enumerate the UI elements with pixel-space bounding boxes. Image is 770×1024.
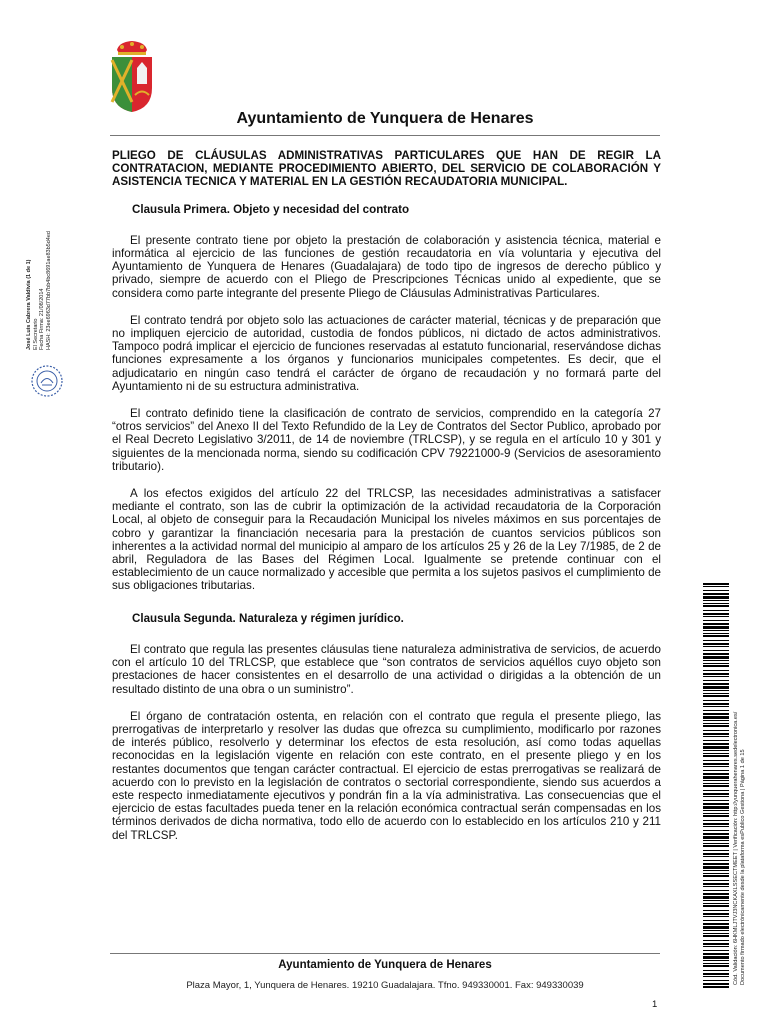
barcode-bar [703, 706, 729, 707]
barcode-bar [703, 640, 729, 641]
barcode-bar [703, 753, 729, 754]
barcode-bar [703, 956, 729, 959]
barcode-bar [703, 796, 729, 797]
barcode-bar [703, 963, 729, 964]
barcode-bar [703, 853, 729, 855]
barcode-bar [703, 926, 729, 929]
barcode-bar [703, 686, 729, 689]
barcode-bar [703, 976, 729, 977]
barcode-bar [703, 840, 729, 841]
barcode-bar [703, 863, 729, 865]
barcode-bar [703, 593, 729, 595]
barcode-bar [703, 836, 729, 839]
barcode-bar [703, 770, 729, 771]
barcode-bar [703, 755, 729, 757]
barcode-bar [703, 763, 729, 765]
barcode-bar [703, 780, 729, 781]
barcode-bar [703, 923, 729, 925]
barcode-bar [703, 950, 729, 951]
barcode-bar [703, 880, 729, 881]
barcode-bar [703, 713, 729, 715]
barcode-bar [703, 960, 729, 961]
barcode-bar [703, 933, 729, 934]
clause-1-heading: Clausula Primera. Objeto y necesidad del contrato [132, 202, 410, 216]
barcode-bar [703, 883, 729, 885]
barcode-bar [703, 710, 729, 711]
barcode-bar [703, 633, 729, 634]
barcode-bar [703, 980, 729, 981]
barcode-bar [703, 673, 729, 675]
clause-1-paragraph: A los efectos exigidos del artículo 22 del TRLCSP, las necesidades administrativas a satisfacer mediante el contrato, son las de cubrir la optimización de la actividad recaudatoria de la Corporación Local, al objeto de conseguir para la Recaudación Municipal los niveles máximos en sus porcentajes de cobro y garantizar la financiación necesaria para la prestación de cuantos servicios públicos son inherentes a la actividad normal del municipio al amparo de los artículos 25 y 26 de la Ley 7/1985, de 2 de abril, Reguladora de las Bases del Régimen Local. Igualmente se pretende continuar con el establecimiento de un cauce normalizado y accesible que permita a los sujetos pasivos el cumplimiento de sus obligaciones tributarias. [112, 487, 661, 593]
barcode-bar [703, 653, 729, 655]
header-organization: Ayuntamiento de Yunquera de Henares [236, 110, 534, 127]
barcode-bar [703, 870, 729, 871]
barcode-bar [703, 875, 729, 877]
barcode-bar [703, 953, 729, 955]
barcode-bar [703, 815, 729, 817]
signature-hash: HASH: 23ee6963d77bb7bb4bc8691ae83b5d4ed [45, 231, 52, 350]
barcode-bar [703, 806, 729, 809]
barcode-bar [703, 695, 729, 697]
barcode-bar [703, 635, 729, 637]
barcode-bar [703, 613, 729, 615]
signer-role: El Secretario [32, 318, 39, 350]
barcode-bar [703, 973, 729, 975]
barcode-bar [703, 723, 729, 724]
barcode-bar [703, 860, 729, 861]
barcode-bar [703, 720, 729, 721]
barcode-bar [703, 856, 729, 857]
barcode-bar [703, 690, 729, 691]
barcode-bar [703, 873, 729, 874]
barcode-bar [703, 750, 729, 751]
barcode-bar [703, 736, 729, 737]
footer-divider [110, 953, 660, 954]
barcode-bar [703, 703, 729, 705]
barcode-bar [703, 623, 729, 625]
barcode-bar [703, 903, 729, 904]
barcode-bar [703, 683, 729, 685]
barcode-bar [703, 910, 729, 911]
verification-text [733, 712, 747, 985]
header-divider [110, 135, 660, 136]
barcode-bar [703, 700, 729, 701]
barcode-bar [703, 813, 729, 814]
barcode-bar [703, 693, 729, 694]
barcode-bar [703, 610, 729, 611]
barcode-bar [703, 943, 729, 945]
barcode-bar [703, 680, 729, 681]
barcode-bar [703, 725, 729, 727]
barcode-bar [703, 790, 729, 791]
barcode-bar [703, 586, 729, 587]
clause-1-paragraph: El contrato definido tiene la clasificación de contrato de servicios, comprendido en la categoría 27 “otros servicios” del Anexo II del Texto Refundido de la Ley de Contratos del Sector Publico, aprobado por el Real Decreto Legislativo 3/2011, de 14 de noviembre (TRLCSP), y se regula en el artículo 10 y 301 y siguientes de la mencionada norma, siendo su codificación CPV 79221000-9 (Servicios de asesoramiento tributario). [112, 407, 661, 473]
footer-organization: Ayuntamiento de Yunquera de Henares [278, 959, 492, 971]
barcode-bar [703, 845, 729, 847]
signature-date: Fecha Firma: 21/08/2014 [39, 288, 45, 350]
barcode-bar [703, 616, 729, 617]
barcode-bar [703, 920, 729, 921]
barcode-bar [703, 656, 729, 659]
barcode-bar [703, 850, 729, 851]
barcode-bar [703, 826, 729, 827]
clause-1-paragraph: El presente contrato tiene por objeto la prestación de colaboración y asistencia técnica, material e informática al ejercicio de las funciones de gestión recaudatoria en vía voluntaria y ejecutiva del Ayuntamiento de Yunquera de Henares (Guadalajara) de todo tipo de ingresos de derecho público y privado, siempre de acuerdo con el Pliego de Prescripciones Técnicas unido al expediente, que se considera como parte integrante del presente Pliego de Cláusulas Administrativas Particulares. [112, 233, 661, 300]
verification-platform-line: Documento firmado electrónicamente desde la plataforma esPublico Gestiona | Página 1 de 15 [740, 749, 746, 985]
barcode-bar [703, 965, 729, 967]
barcode-bar [703, 800, 729, 801]
barcode-bar [703, 660, 729, 661]
barcode-bar [703, 665, 729, 667]
barcode-bar [703, 896, 729, 899]
barcode-bar [703, 776, 729, 779]
barcode-bar [703, 785, 729, 787]
barcode-bar [703, 946, 729, 947]
barcode-bar [703, 766, 729, 767]
barcode-bar [703, 803, 729, 805]
barcode-bar [703, 743, 729, 745]
barcode-bar [703, 670, 729, 671]
clause-2-paragraph: El contrato que regula las presentes cláusulas tiene naturaleza administrativa de servicios, de acuerdo con el artículo 10 del TRLCSP, que establece que “son contratos de servicios aquéllos cuyo objeto son prestaciones de hacer consistentes en el desarrollo de una actividad o dirigidas a la obtención de un resultado distinto de una obra o un suministro”. [112, 642, 661, 696]
verification-barcode [703, 583, 729, 988]
barcode-bar [703, 886, 729, 887]
document-body [112, 149, 661, 856]
footer-address: Plaza Mayor, 1, Yunquera de Henares. 19210 Guadalajara. Tfno. 949330001. Fax: 949330039 [186, 980, 584, 991]
barcode-bar [703, 893, 729, 895]
barcode-bar [703, 866, 729, 869]
barcode-bar [703, 630, 729, 631]
barcode-bar [703, 810, 729, 811]
barcode-bar [703, 746, 729, 749]
barcode-bar [703, 716, 729, 719]
barcode-bar [703, 676, 729, 677]
barcode-bar [703, 843, 729, 844]
clause-2-paragraph: El órgano de contratación ostenta, en relación con el contrato que regula el presente pliego, las prerrogativas de interpretarlo y resolver las dudas que ofrezca su cumplimiento, modificarlo por razones de interés público, resolverlo y determinar los efectos de esta resolución, así como todas aquellas reconocidas en la legislación vigente en relación con este contrato, en el presente pliego y en los restantes documentos que tengan carácter contractual. El ejercicio de estas prerrogativas se realizará de acuerdo con lo previsto en la legislación de contratos o sectorial correspondiente, siendo sus acuerdos a este respecto inmediatamente ejecutivos y pondrán fin a la vía administrativa. Las consecuencias que el ejercicio de estas facultades pueda tener en la relación económica contractual serán compensadas en los términos derivados de dicha normativa, todo ello de acuerdo con lo establecido en los artículos 210 y 211 del TRLCSP. [112, 709, 661, 842]
barcode-bar [703, 583, 729, 585]
page-number: 1 [652, 999, 658, 1010]
barcode-bar [703, 760, 729, 761]
barcode-bar [703, 916, 729, 917]
barcode-bar [703, 983, 729, 985]
signature-block [26, 225, 52, 350]
document-title: PLIEGO DE CLÁUSULAS ADMINISTRATIVAS PARTICULARES QUE HAN DE REGIR LA CONTRATACION, MEDIANTE PROCEDIMIENTO ABIERTO, DEL SERVICIO DE COLABORACIÓN Y ASISTENCIA TECNICA Y MATERIAL EN LA GESTIÓN RECAUDATORIA MUNICIPAL. [112, 149, 661, 189]
barcode-bar [703, 596, 729, 599]
barcode-bar [703, 930, 729, 931]
barcode-bar [703, 823, 729, 825]
barcode-bar [703, 820, 729, 821]
barcode-bar [703, 913, 729, 915]
barcode-bar [703, 650, 729, 651]
barcode-bar [703, 773, 729, 775]
barcode-bar [703, 600, 729, 601]
municipal-crest-logo [107, 40, 157, 114]
barcode-bar [703, 890, 729, 891]
official-seal-icon [30, 364, 64, 398]
barcode-bar [703, 900, 729, 901]
barcode-bar [703, 663, 729, 664]
barcode-bar [703, 935, 729, 937]
barcode-bar [703, 603, 729, 604]
barcode-bar [703, 833, 729, 835]
barcode-bar [703, 793, 729, 795]
barcode-bar [703, 605, 729, 607]
barcode-bar [703, 733, 729, 735]
barcode-bar [703, 646, 729, 647]
barcode-bar [703, 970, 729, 971]
barcode-bar [703, 740, 729, 741]
barcode-bar [703, 986, 729, 988]
barcode-bar [703, 730, 729, 731]
barcode-bar [703, 626, 729, 629]
barcode-bar [703, 620, 729, 621]
barcode-bar [703, 643, 729, 645]
barcode-bar [703, 905, 729, 907]
clause-1-paragraph: El contrato tendrá por objeto solo las actuaciones de carácter material, técnicas y de preparación que no impliquen ejercicio de autoridad, custodia de fondos públicos, ni dictado de actos administrativos. Tampoco podrá implicar el ejercicio de funciones reservadas al estatuto funcionarial, reservándose dichas funciones expresamente a los órganos y funcionarios municipales competentes. Es decir, que el adjudicatario en ningún caso tendrá el carácter de órgano de recaudación y no formará parte del Ayuntamiento ni de su estructura administrativa. [112, 313, 661, 393]
verification-code-line: Cód. Validación: 6HKMLJTVJ3NCKAXLSSECTMEET | Verificación: http://yunquerahenares.sedelectronica.es/ [733, 711, 739, 985]
barcode-bar [703, 590, 729, 591]
barcode-bar [703, 830, 729, 831]
clause-2-heading: Clausula Segunda. Naturaleza y régimen jurídico. [132, 611, 404, 625]
barcode-bar [703, 940, 729, 941]
barcode-bar [703, 783, 729, 784]
signer-name: José Luis Cabrera Valdivia (1 de 1) [26, 259, 32, 350]
